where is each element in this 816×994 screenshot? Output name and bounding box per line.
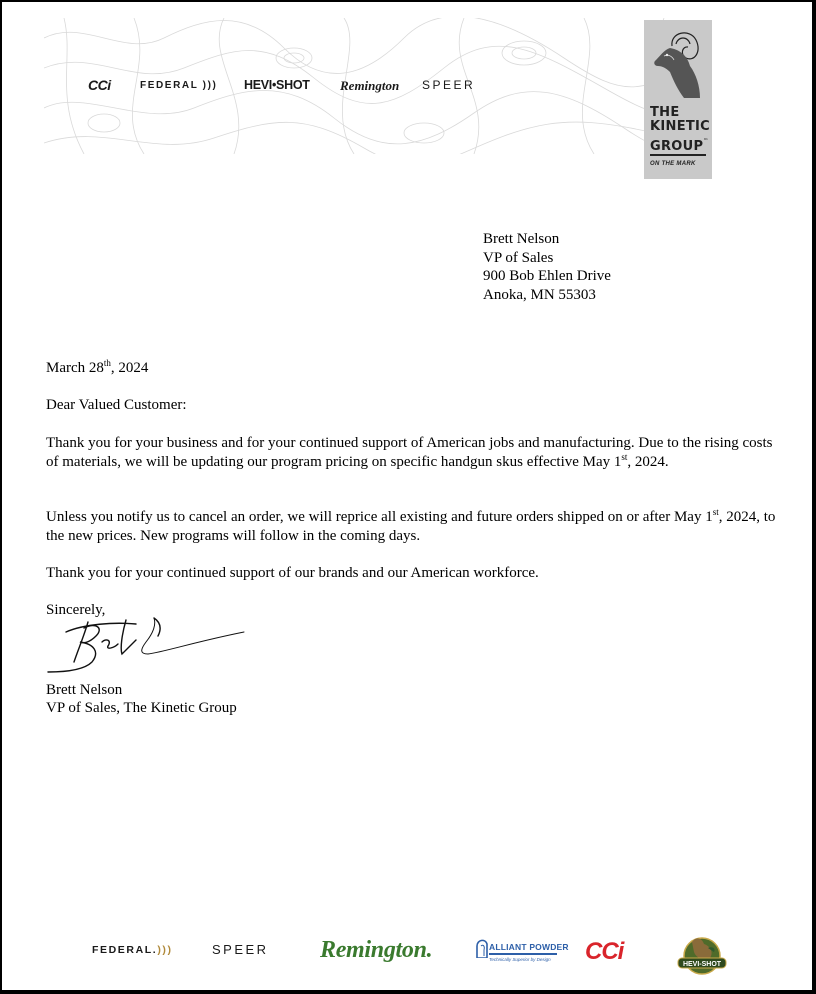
logo-line-the: THE [650, 105, 680, 120]
federal-logo [140, 80, 217, 91]
federal-mark-icon: ))) [157, 944, 173, 956]
logo-line-kinetic: KINETIC [650, 119, 711, 134]
alliant-profile-icon [475, 938, 489, 958]
footer-speer-logo: SPEER [212, 942, 269, 957]
paragraph-1-end: , 2024. [627, 453, 669, 470]
trademark-mark: ™ [703, 138, 709, 144]
logo-tagline: ON THE MARK [650, 161, 696, 167]
footer-federal-text: FEDERAL. [92, 944, 158, 956]
salutation: Dear Valued Customer: [46, 397, 187, 413]
speer-logo: SPEER [422, 78, 476, 92]
footer-hevishot-logo [674, 932, 730, 981]
date-month-day: March 28 [46, 360, 104, 376]
federal-mark-icon: ))) [202, 80, 218, 91]
paragraph-2-text: Unless you notify us to cancel an order, we will reprice all existing and future orders shipped on or after May 1 [46, 509, 713, 525]
date-suffix: th [103, 358, 111, 368]
footer-remington-logo: Remington. [320, 937, 433, 963]
hevishot-badge-text: HEVI-SHOT [682, 961, 722, 968]
paragraph-2-end: , 2024, to the new prices. New programs will follow in the coming days. [46, 509, 776, 544]
footer-brand-row [2, 938, 816, 978]
closing: Sincerely, [46, 602, 106, 618]
paragraph-2-suffix: st [712, 507, 719, 517]
paragraph-1-suffix: st [621, 451, 628, 462]
paragraph-thanks: Thank you for your continued support of our brands and our American workforce. [46, 565, 539, 581]
paragraph-reprice [46, 508, 786, 545]
logo-divider [650, 154, 706, 156]
footer-federal-logo [92, 944, 173, 956]
paragraph-1-text: Thank you for your business and for your continued support of American jobs and manufacturing. Due to the rising costs of materials, we will be updating our program pricing on specific handgun skus effective May 1 [46, 435, 773, 470]
alliant-tagline: Technically Superior by Design [489, 957, 551, 962]
alliant-underline [489, 953, 557, 955]
handwritten-signature [44, 614, 249, 680]
logo-line-group: GROUP [650, 139, 704, 154]
footer-cci-logo: CCi [585, 938, 624, 965]
kinetic-group-logo [644, 20, 712, 179]
letter-date [46, 359, 786, 378]
cci-logo: CCi [88, 77, 111, 93]
signature-title: VP of Sales, The Kinetic Group [46, 700, 237, 716]
sender-address [483, 230, 611, 304]
alliant-name: ALLIANT POWDER [489, 942, 569, 952]
remington-logo: Remington [340, 78, 400, 93]
sender-title: VP of Sales [483, 249, 554, 266]
ram-icon [650, 26, 706, 104]
sender-city: Anoka, MN 55303 [483, 286, 596, 303]
federal-logo-text: FEDERAL [140, 80, 199, 91]
sender-street: 900 Bob Ehlen Drive [483, 268, 611, 284]
sender-name: Brett Nelson [483, 231, 560, 247]
hevishot-duck-badge-icon [674, 932, 730, 976]
footer-alliant-powder-logo [475, 938, 569, 968]
paragraph-pricing-update [46, 434, 786, 471]
signature-name: Brett Nelson [46, 682, 123, 698]
kinetic-group-wordmark [650, 106, 710, 154]
date-year: , 2024 [110, 360, 149, 376]
hevishot-logo: HEVI•SHOT [244, 78, 310, 92]
